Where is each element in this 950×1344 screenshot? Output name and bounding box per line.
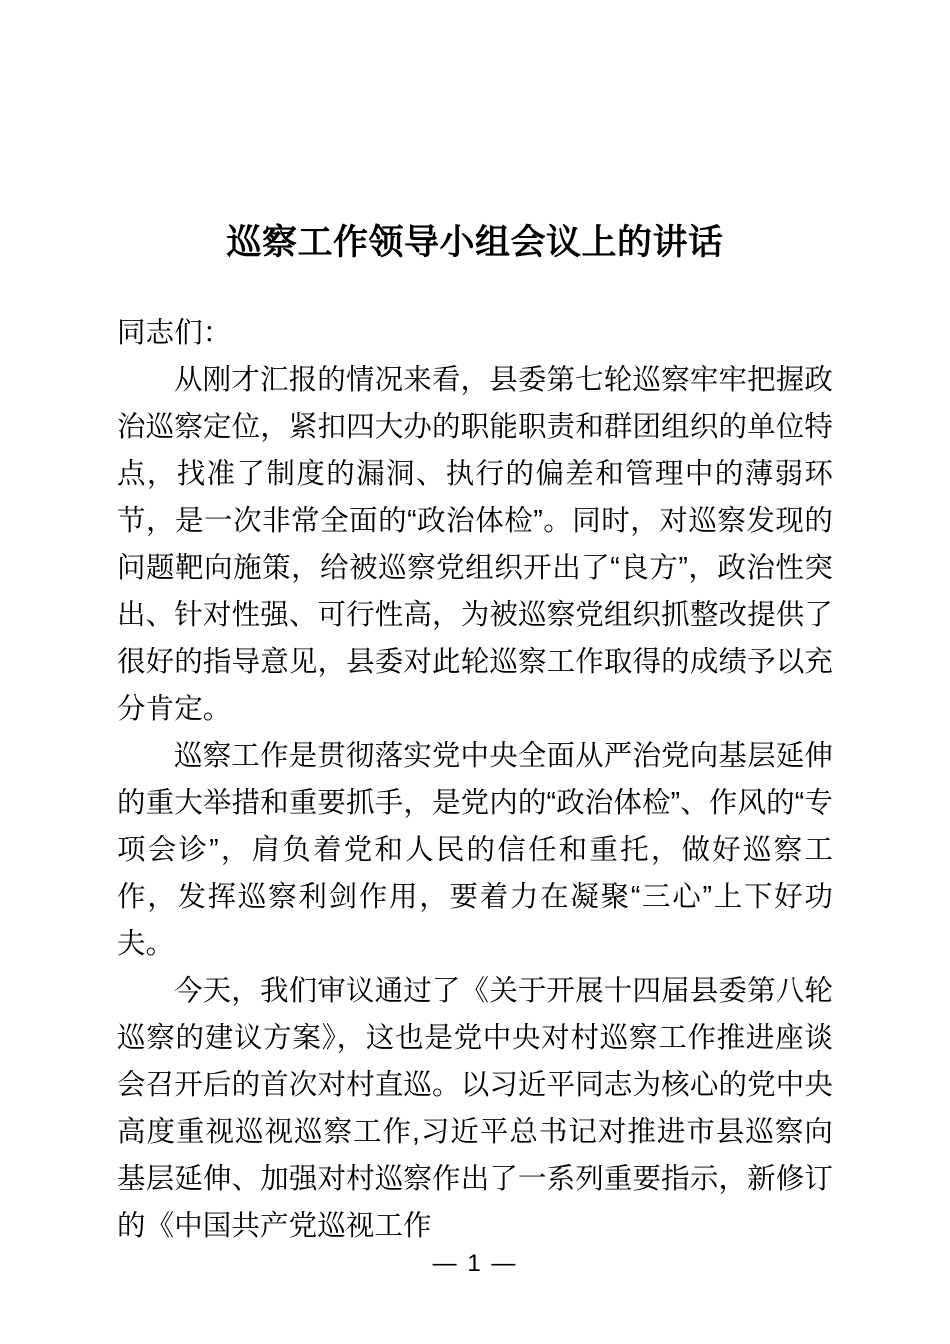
body-paragraph-2: 巡察工作是贯彻落实党中央全面从严治党向基层延伸的重大举措和重要抓手，是党内的“政治体检”、作风的“专项会诊”，肩负着党和人民的信任和重托，做好巡察工作，发挥巡察利剑作用，要着力在凝聚“三心”上下好功夫。	[117, 740, 833, 960]
page-title: 巡察工作领导小组会议上的讲话	[226, 223, 724, 262]
body-paragraph-1: 从刚才汇报的情况来看，县委第七轮巡察牢牢把握政治巡察定位，紧扣四大办的职能职责和群团组织的单位特点，找准了制度的漏洞、执行的偏差和管理中的薄弱环节，是一次非常全面的“政治体检”。同时，对巡察发现的问题靶向施策，给被巡察党组织开出了“良方”，政治性突出、针对性强、可行性高，为被巡察党组织抓整改提供了很好的指导意见，县委对此轮巡察工作取得的成绩予以充分肯定。	[117, 364, 833, 725]
page-footer-number: — 1 —	[432, 1250, 518, 1277]
salutation: 同志们：	[117, 317, 232, 349]
body-paragraph-3: 今天，我们审议通过了《关于开展十四届县委第八轮巡察的建议方案》，这也是党中央对村巡察工作推进座谈会召开后的首次对村直巡。以习近平同志为核心的党中央高度重视巡视巡察工作,习近平总书记对推进市县巡察向基层延伸、加强对村巡察作出了一系列重要指示，新修订的《中国共产党巡视工作	[117, 975, 833, 1242]
document-body	[117, 0, 833, 1250]
